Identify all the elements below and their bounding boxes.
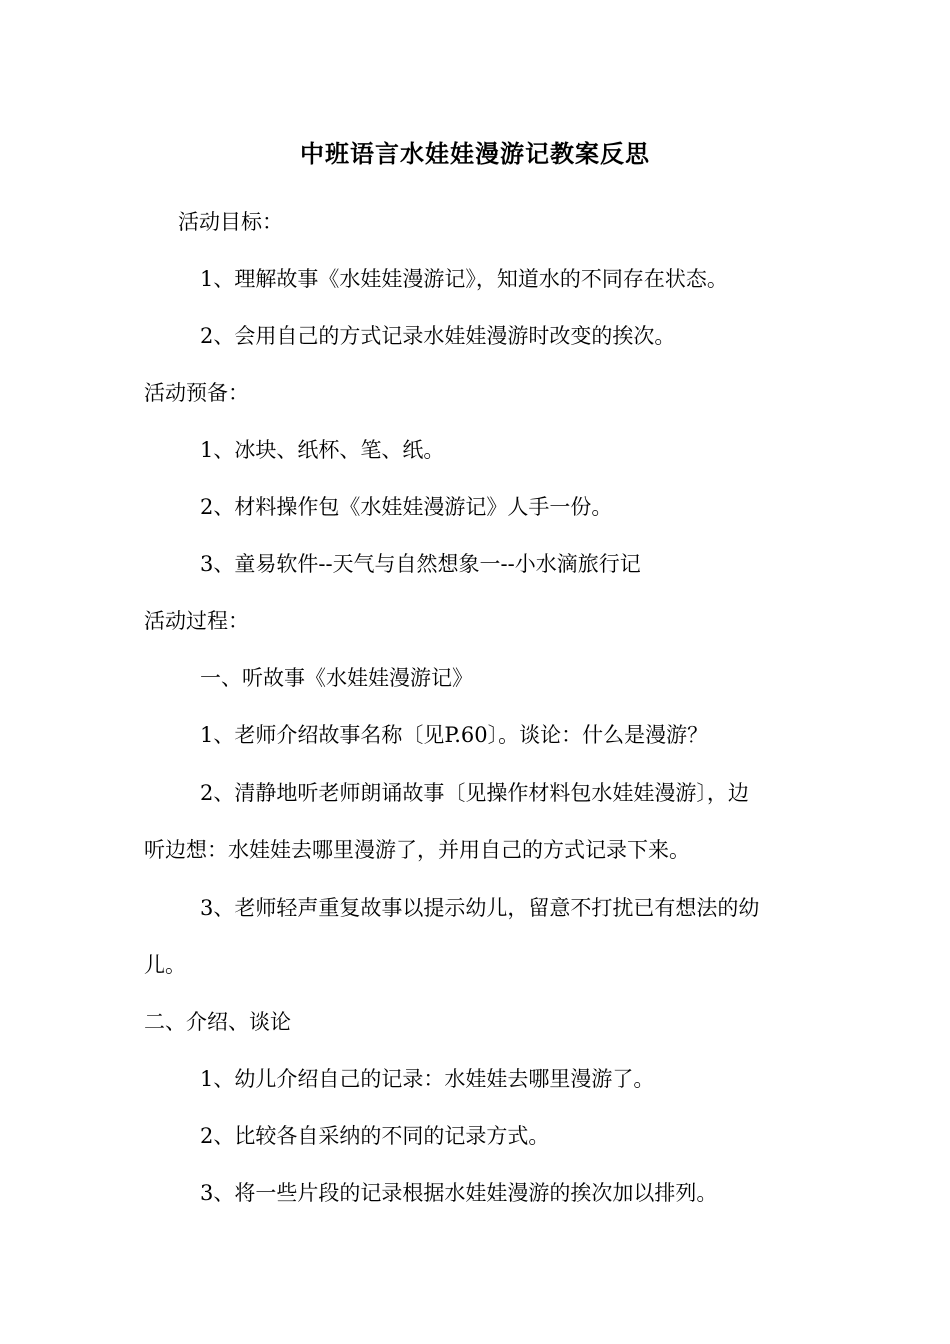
process-step-3-line-2: 儿。 xyxy=(144,953,186,977)
process-step-3-line-1: 3、老师轻声重复故事以提示幼儿，留意不打扰已有想法的幼 xyxy=(200,896,760,920)
section-heading-preparation: 活动预备： xyxy=(144,381,249,405)
document-title: 中班语言水娃娃漫游记教案反思 xyxy=(300,140,650,168)
process-part-1-heading: 一、听故事《水娃娃漫游记》 xyxy=(200,666,473,690)
discussion-item-1: 1、幼儿介绍自己的记录：水娃娃去哪里漫游了。 xyxy=(200,1067,655,1091)
process-step-2-line-1: 2、清静地听老师朗诵故事〔见操作材料包水娃娃漫游〕，边 xyxy=(200,781,749,805)
goal-item-1: 1、理解故事《水娃娃漫游记》，知道水的不同存在状态。 xyxy=(200,267,728,291)
preparation-item-3: 3、童易软件--天气与自然想象一--小水滴旅行记 xyxy=(200,552,641,576)
discussion-item-3: 3、将一些片段的记录根据水娃娃漫游的挨次加以排列。 xyxy=(200,1181,718,1205)
process-part-2-heading: 二、介绍、谈论 xyxy=(144,1010,291,1034)
process-step-2-line-2: 听边想：水娃娃去哪里漫游了，并用自己的方式记录下来。 xyxy=(144,838,690,862)
discussion-item-2: 2、比较各自采纳的不同的记录方式。 xyxy=(200,1124,550,1148)
preparation-item-2: 2、材料操作包《水娃娃漫游记》人手一份。 xyxy=(200,495,613,519)
goal-item-2: 2、会用自己的方式记录水娃娃漫游时改变的挨次。 xyxy=(200,324,676,348)
process-step-1: 1、老师介绍故事名称〔见P.60〕。谈论：什么是漫游？ xyxy=(200,723,709,747)
preparation-item-1: 1、冰块、纸杯、笔、纸。 xyxy=(200,438,445,462)
section-heading-goals: 活动目标： xyxy=(178,210,283,234)
section-heading-process: 活动过程： xyxy=(144,609,249,633)
